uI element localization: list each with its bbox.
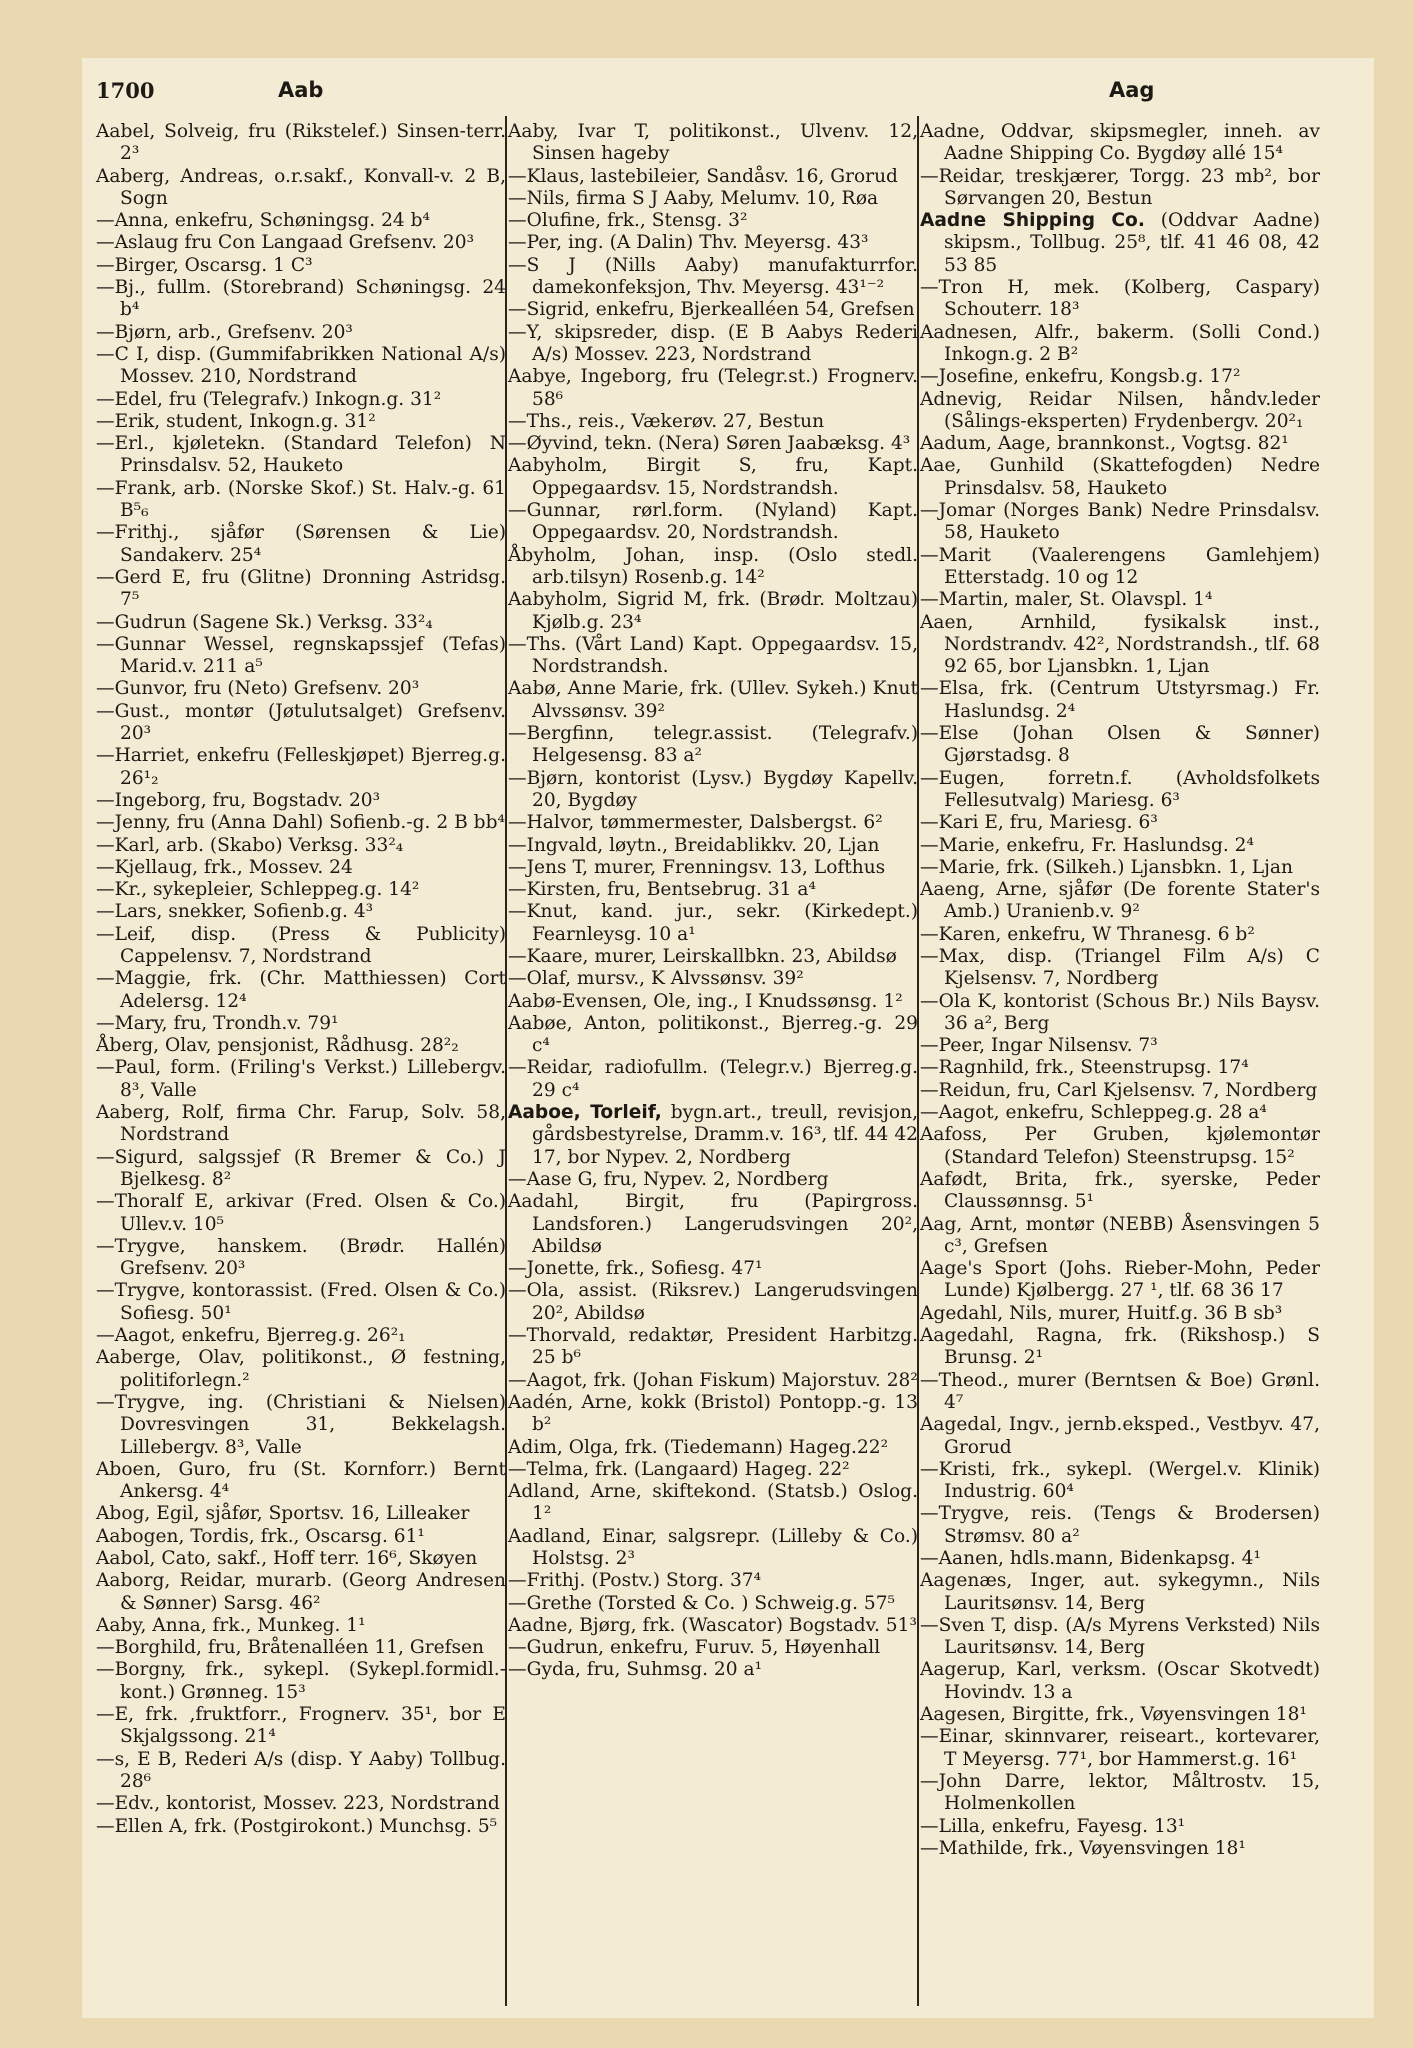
- directory-entry: —Maggie, frk. (Chr. Matthiessen) Cort Adelersg. 12⁴: [96, 968, 506, 1012]
- page-header: [96, 78, 1374, 108]
- directory-entry: —Sven T, disp. (A/s Myrens Verksted) Nils Lauritsønsv. 14, Berg: [920, 1614, 1320, 1659]
- directory-entry: —Karl, arb. (Skabo) Verksg. 33²₄: [96, 834, 404, 856]
- column-2: [508, 121, 918, 1682]
- directory-entry: Adnevig, Reidar Nilsen, håndv.leder (Sålings-eksperten) Frydenbergv. 20²₁: [920, 388, 1320, 432]
- directory-entry: Aabyholm, Birgit S, fru, Kapt. Oppegaardsv. 15, Nordstrandsh.: [508, 455, 918, 499]
- directory-entry: —Else (Johan Olsen & Sønner) Gjørstadsg. 8: [920, 723, 1320, 767]
- directory-entry: —C I, disp. (Gummifabrikken National A/s) Mossev. 210, Nordstrand: [96, 343, 506, 388]
- directory-entry: —Gunnar, rørl.form. (Nyland) Kapt. Oppegaardsv. 20, Nordstrandsh.: [508, 500, 918, 544]
- directory-entry: —Sigrid, enkefru, Bjerkealléen 54, Grefsen: [508, 299, 915, 321]
- directory-entry: —Reidar, treskjærer, Torgg. 23 mb², bor Sørvangen 20, Bestun: [920, 165, 1320, 209]
- directory-entry: —Max, disp. (Triangel Film A/s) C Kjelsensv. 7, Nordberg: [920, 945, 1320, 990]
- directory-entry: Aafødt, Brita, frk., syerske, Peder Claussønnsg. 5¹: [920, 1168, 1320, 1213]
- directory-entry: —Josefine, enkefru, Kongsb.g. 17²: [920, 366, 1241, 388]
- directory-entry: —Kr., sykepleier, Schleppeg.g. 14²: [96, 879, 420, 901]
- directory-entry: Aafoss, Per Gruben, kjølemontør (Standard Telefon) Steenstrupsg. 15²: [920, 1124, 1320, 1168]
- directory-entry: Aaberg, Rolf, firma Chr. Farup, Solv. 58, Nordstrand: [96, 1102, 506, 1146]
- directory-entry: —Per, ing. (A Dalin) Thv. Meyersg. 43³: [508, 232, 869, 254]
- directory-entry: Aaborg, Reidar, murarb. (Georg Andresen & Sønner) Sarsg. 46²: [96, 1570, 506, 1614]
- directory-entry: —Thorvald, redaktør, President Harbitzg. 25 b⁶: [508, 1325, 918, 1369]
- directory-entry: Aadum, Aage, brannkonst., Vogtsg. 82¹: [920, 433, 1289, 455]
- directory-entry: —Gudrun, enkefru, Furuv. 5, Høyenhall: [508, 1637, 881, 1659]
- directory-entry: —Øyvind, tekn. (Nera) Søren Jaabæksg. 4³: [508, 433, 911, 455]
- directory-entry: Aabø, Anne Marie, frk. (Ullev. Sykeh.) Knut Alvssønsv. 39²: [508, 678, 918, 722]
- directory-entry: —Aagot, frk. (Johan Fiskum) Majorstuv. 28²: [508, 1369, 918, 1391]
- directory-entry: —Ingeborg, fru, Bogstadv. 20³: [96, 789, 381, 811]
- directory-entry: —Erik, student, Inkogn.g. 31²: [96, 410, 376, 432]
- directory-entry: —Trygve, ing. (Christiani & Nielsen) Dovresvingen 31, Bekkelagsh. Lillebergv. 8³, Valle: [96, 1391, 506, 1458]
- directory-entry: Aadne, Bjørg, frk. (Wascator) Bogstadv. 51³: [508, 1614, 917, 1636]
- directory-entry: Aadnesen, Alfr., bakerm. (Solli Cond.) Inkogn.g. 2 B²: [920, 321, 1320, 365]
- column-3: [920, 121, 1320, 1860]
- directory-entry: —Einar, skinnvarer, reiseart., kortevarer, T Meyersg. 77¹, bor Hammerst.g. 16¹: [920, 1726, 1320, 1770]
- directory-entry: —Halvor, tømmermester, Dalsbergst. 6²: [508, 812, 883, 834]
- directory-entry: —Marit (Vaalerengens Gamlehjem) Etterstadg. 10 og 12: [920, 544, 1320, 588]
- directory-entry: —Marie, enkefru, Fr. Haslundsg. 2⁴: [920, 834, 1254, 856]
- directory-entry: —Ingvald, løytn., Breidablikkv. 20, Ljan: [508, 834, 880, 856]
- directory-page: [82, 58, 1374, 2018]
- directory-entry: —Elsa, frk. (Centrum Utstyrsmag.) Fr. Haslundsg. 2⁴: [920, 678, 1320, 722]
- directory-entry: Aaberge, Olav, politikonst., Ø festning, politiforlegn.²: [96, 1347, 506, 1391]
- directory-entry: —Bjørn, arb., Grefsenv. 20³: [96, 321, 353, 343]
- firm-name: Aaboe, Torleif,: [508, 1102, 662, 1124]
- directory-entry: Aae, Gunhild (Skattefogden) Nedre Prinsdalsv. 58, Hauketo: [920, 455, 1320, 499]
- directory-entry: —Nils, firma S J Aaby, Melumv. 10, Røa: [508, 187, 879, 209]
- directory-entry: —Aslaug fru Con Langaad Grefsenv. 20³: [96, 232, 475, 254]
- directory-entry: Aaby, Ivar T, politikonst., Ulvenv. 12, Sinsen hageby: [508, 121, 918, 165]
- directory-entry: Aadén, Arne, kokk (Bristol) Pontopp.-g. 13 b²: [508, 1391, 918, 1436]
- directory-entry: Aabø-Evensen, Ole, ing., I Knudssønsg. 1²: [508, 990, 903, 1012]
- directory-entry: Agedahl, Nils, murer, Huitf.g. 36 B sb³: [920, 1302, 1283, 1324]
- directory-entry: Aaeng, Arne, sjåfør (De forente Stater's Amb.) Uranienb.v. 9²: [920, 879, 1320, 923]
- directory-entry: —Harriet, enkefru (Felleskjøpet) Bjerreg.g. 26¹₂: [96, 745, 506, 789]
- directory-entry: —Mathilde, frk., Vøyensvingen 18¹: [920, 1837, 1246, 1859]
- directory-entry: —Sigurd, salgssjef (R Bremer & Co.) J Bjelkesg. 8²: [96, 1146, 506, 1190]
- directory-entry: Aabye, Ingeborg, fru (Telegr.st.) Frognerv. 58⁶: [508, 366, 918, 410]
- firm-name: Aadne Shipping Co.: [920, 210, 1145, 232]
- directory-entry: Aboen, Guro, fru (St. Kornforr.) Bernt Ankersg. 4⁴: [96, 1458, 506, 1503]
- directory-entry: Aadland, Einar, salgsrepr. (Lilleby & Co.) Holstsg. 2³: [508, 1525, 918, 1569]
- directory-entry: —Tron H, mek. (Kolberg, Caspary) Schouterr. 18³: [920, 277, 1320, 321]
- directory-entry: Aabøe, Anton, politikonst., Bjerreg.-g. 29 c⁴: [508, 1012, 918, 1057]
- directory-entry: Aadne, Oddvar, skipsmegler, inneh. av Aadne Shipping Co. Bygdøy allé 15⁴: [920, 121, 1320, 165]
- directory-entry: —Gudrun (Sagene Sk.) Verksg. 33²₄: [96, 611, 433, 633]
- directory-entry: Aadne Shipping Co. (Oddvar Aadne) skipsm., Tollbug. 25⁸, tlf. 41 46 08, 42 53 85: [920, 210, 1320, 276]
- directory-entry: —Aase G, fru, Nypev. 2, Nordberg: [508, 1168, 829, 1190]
- directory-entry: Aag, Arnt, montør (NEBB) Åsensvingen 5 c³, Grefsen: [920, 1213, 1320, 1257]
- directory-entry: Aagerup, Karl, verksm. (Oscar Skotvedt) Hovindv. 13 a: [920, 1659, 1320, 1703]
- directory-entry: —Kari E, fru, Mariesg. 6³: [920, 812, 1158, 834]
- directory-entry: —Ragnhild, frk., Steenstrupsg. 17⁴: [920, 1057, 1249, 1079]
- directory-entry: —Aanen, hdls.mann, Bidenkapsg. 4¹: [920, 1548, 1261, 1569]
- directory-entry: —Erl., kjøletekn. (Standard Telefon) N Prinsdalsv. 52, Hauketo: [96, 433, 506, 477]
- directory-entry: Aagedahl, Ragna, frk. (Rikshosp.) S Brunsg. 2¹: [920, 1325, 1320, 1369]
- directory-entry: —Olufine, frk., Stensg. 3²: [508, 210, 748, 232]
- directory-entry: —Frithj. (Postv.) Storg. 37⁴: [508, 1570, 762, 1592]
- directory-entry: —Jonette, frk., Sofiesg. 47¹: [508, 1258, 763, 1280]
- directory-entry: —Olaf, mursv., K Alvssønsv. 39²: [508, 968, 804, 990]
- directory-entry: Aabogen, Tordis, frk., Oscarsg. 61¹: [96, 1525, 425, 1547]
- directory-entry: Aagenæs, Inger, aut. sykegymn., Nils Lauritsønsv. 14, Berg: [920, 1570, 1320, 1614]
- directory-entry: —Y, skipsreder, disp. (E B Aabys Rederi A/s) Mossev. 223, Nordstrand: [508, 321, 918, 365]
- directory-entry: —Reidun, fru, Carl Kjelsensv. 7, Nordberg: [920, 1079, 1318, 1101]
- directory-entry: Aagesen, Birgitte, frk., Vøyensvingen 18¹: [920, 1704, 1307, 1726]
- directory-entry: —Ola K, kontorist (Schous Br.) Nils Baysv. 36 a², Berg: [920, 990, 1320, 1034]
- directory-entry: —Borghild, fru, Bråtenalléen 11, Grefsen: [96, 1637, 484, 1659]
- directory-entry: —Knut, kand. jur., sekr. (Kirkedept.) Fearnleysg. 10 a¹: [508, 901, 918, 945]
- page-number: 1700: [96, 78, 155, 103]
- directory-entry: —Lars, snekker, Sofienb.g. 4³: [96, 901, 374, 923]
- directory-entry: —Frithj., sjåfør (Sørensen & Lie) Sandakerv. 25⁴: [96, 522, 506, 566]
- directory-entry: Aaen, Arnhild, fysikalsk inst., Nordstrandv. 42², Nordstrandsh., tlf. 68 92 65, bor Ljansbkn. 1, Ljan: [920, 611, 1320, 678]
- directory-entry: —Reidar, radiofullm. (Telegr.v.) Bjerreg.g. 29 c⁴: [508, 1057, 918, 1101]
- directory-entry: Adim, Olga, frk. (Tiedemann) Hageg.22²: [508, 1436, 889, 1458]
- directory-entry: Adland, Arne, skiftekond. (Statsb.) Oslog. 1²: [508, 1481, 918, 1525]
- directory-entry: Aaboe, Torleif, bygn.art., treull, revisjon, gårdsbestyrelse, Dramm.v. 16³, tlf. 44 42 17, bor Nypev. 2, Nordberg: [508, 1102, 918, 1168]
- right-guide-word: Aag: [1109, 78, 1155, 102]
- directory-entry: —Paul, form. (Friling's Verkst.) Lillebergv. 8³, Valle: [96, 1057, 506, 1101]
- directory-entry: —S J (Nills Aaby) manufakturrfor. damekonfeksjon, Thv. Meyersg. 43¹⁻²: [508, 254, 918, 299]
- directory-entry: —Trygve, reis. (Tengs & Brodersen) Strømsv. 80 a²: [920, 1503, 1320, 1547]
- directory-entry: Aaby, Anna, frk., Munkeg. 1¹: [96, 1614, 366, 1636]
- directory-entry: —Gust., montør (Jøtulutsalget) Grefsenv. 20³: [96, 700, 506, 745]
- directory-entry: —Thoralf E, arkivar (Fred. Olsen & Co.) Ullev.v. 10⁵: [96, 1191, 506, 1235]
- directory-entry: —Edv., kontorist, Mossev. 223, Nordstrand: [96, 1793, 500, 1815]
- directory-entry: —Mary, fru, Trondh.v. 79¹: [96, 1012, 339, 1034]
- directory-entry: —Klaus, lastebileier, Sandåsv. 16, Grorud: [508, 165, 898, 187]
- directory-entry: —Bj., fullm. (Storebrand) Schøningsg. 24 b⁴: [96, 277, 506, 321]
- directory-entry: —Edel, fru (Telegrafv.) Inkogn.g. 31²: [96, 388, 442, 410]
- column-1: [96, 121, 506, 1838]
- directory-entry: —Bergfinn, telegr.assist. (Telegrafv.) Helgesensg. 83 a²: [508, 723, 918, 767]
- directory-entry: —Kjellaug, frk., Mossev. 24: [96, 856, 353, 878]
- directory-entry: —Karen, enkefru, W Thranesg. 6 b²: [920, 923, 1255, 945]
- directory-entry: —Ellen A, frk. (Postgirokont.) Munchsg. 5⁵: [96, 1815, 498, 1837]
- directory-entry: —Aagot, enkefru, Bjerreg.g. 26²₁: [96, 1325, 406, 1347]
- directory-entry: —Aagot, enkefru, Schleppeg.g. 28 a⁴: [920, 1102, 1267, 1124]
- directory-entry: —Leif, disp. (Press & Publicity) Cappelensv. 7, Nordstrand: [96, 923, 506, 967]
- directory-entry: —Gunnar Wessel, regnskapssjef (Tefas) Marid.v. 211 a⁵: [96, 633, 506, 678]
- directory-entry: —Kristi, frk., sykepl. (Wergel.v. Klinik) Industrig. 60⁴: [920, 1458, 1320, 1503]
- directory-entry: —Jomar (Norges Bank) Nedre Prinsdalsv. 58, Hauketo: [920, 500, 1320, 544]
- directory-entry: —Frank, arb. (Norske Skof.) St. Halv.-g. 61 B⁵₆: [96, 477, 506, 522]
- directory-entry: —Trygve, hanskem. (Brødr. Hallén) Grefsenv. 20³: [96, 1235, 506, 1280]
- directory-entry: —Kaare, murer, Leirskallbkn. 23, Abildsø: [508, 945, 897, 967]
- directory-entry: —Gerd E, fru (Glitne) Dronning Astridsg. 7⁵: [96, 566, 506, 611]
- left-guide-word: Aab: [278, 78, 324, 102]
- directory-entry: —Anna, enkefru, Schøningsg. 24 b⁴: [96, 210, 431, 232]
- directory-entry: —Kirsten, fru, Bentsebrug. 31 a⁴: [508, 879, 816, 901]
- directory-entry: —Gunvor, fru (Neto) Grefsenv. 20³: [96, 678, 420, 700]
- directory-entry: Aage's Sport (Johs. Rieber-Mohn, Peder Lunde) Kjølbergg. 27 ¹, tlf. 68 36 17: [920, 1258, 1320, 1302]
- directory-entry: —Birger, Oscarsg. 1 C³: [96, 254, 313, 276]
- directory-entry: Abog, Egil, sjåfør, Sportsv. 16, Lilleaker: [96, 1503, 470, 1525]
- directory-entry: —Ola, assist. (Riksrev.) Langerudsvingen 20², Abildsø: [508, 1280, 918, 1324]
- directory-entry: Aagedal, Ingv., jernb.eksped., Vestbyv. 47, Grorud: [920, 1414, 1320, 1458]
- directory-entry: —Martin, maler, St. Olavspl. 1⁴: [920, 589, 1213, 611]
- directory-entry: —Ths. (Vårt Land) Kapt. Oppegaardsv. 15, Nordstrandsh.: [508, 633, 918, 678]
- directory-entry: —E, frk. ,fruktforr., Frognerv. 35¹, bor E Skjalgssong. 21⁴: [96, 1704, 506, 1748]
- directory-entry: Aabyholm, Sigrid M, frk. (Brødr. Moltzau) Kjølb.g. 23⁴: [508, 589, 918, 633]
- directory-entry: Aabol, Cato, sakf., Hoff terr. 16⁶, Skøyen: [96, 1548, 478, 1569]
- directory-entry: Åberg, Olav, pensjonist, Rådhusg. 28²₂: [96, 1035, 459, 1057]
- directory-entry: —Ths., reis., Vækerøv. 27, Bestun: [508, 410, 825, 432]
- directory-entry: —Telma, frk. (Langaard) Hageg. 22²: [508, 1458, 850, 1480]
- directory-entry: —John Darre, lektor, Måltrostv. 15, Holmenkollen: [920, 1770, 1320, 1815]
- directory-entry: —Marie, frk. (Silkeh.) Ljansbkn. 1, Ljan: [920, 856, 1293, 878]
- directory-entry: —Peer, Ingar Nilsensv. 7³: [920, 1035, 1158, 1057]
- directory-entry: —Borgny, frk., sykepl. (Sykepl.formidl.-kont.) Grønneg. 15³: [96, 1659, 506, 1703]
- directory-entry: —Gyda, fru, Suhmsg. 20 a¹: [508, 1659, 763, 1681]
- directory-entry: —Jenny, fru (Anna Dahl) Sofienb.-g. 2 B bb⁴: [96, 812, 505, 834]
- directory-entry: Åbyholm, Johan, insp. (Oslo stedl. arb.tilsyn) Rosenb.g. 14²: [508, 544, 918, 588]
- directory-entry: —Trygve, kontorassist. (Fred. Olsen & Co.) Sofiesg. 50¹: [96, 1280, 506, 1324]
- directory-entry: —Lilla, enkefru, Fayesg. 13¹: [920, 1815, 1186, 1837]
- directory-entry: Aadahl, Birgit, fru (Papirgross. Landsforen.) Langerudsvingen 20², Abildsø: [508, 1191, 918, 1257]
- directory-entry: —Bjørn, kontorist (Lysv.) Bygdøy Kapellv. 20, Bygdøy: [508, 767, 918, 811]
- directory-entry: Aaberg, Andreas, o.r.sakf., Konvall-v. 2 B, Sogn: [96, 165, 506, 209]
- directory-entry: —Grethe (Torsted & Co. ) Schweig.g. 57⁵: [508, 1592, 896, 1614]
- directory-entry: —s, E B, Rederi A/s (disp. Y Aaby) Tollbug. 28⁶: [96, 1748, 506, 1792]
- directory-entry: —Theod., murer (Berntsen & Boe) Grønl. 4⁷: [920, 1369, 1320, 1413]
- directory-entry: Aabel, Solveig, fru (Rikstelef.) Sinsen-terr. 2³: [96, 121, 506, 165]
- directory-entry: —Jens T, murer, Frenningsv. 13, Lofthus: [508, 856, 886, 878]
- directory-entry: —Eugen, forretn.f. (Avholdsfolkets Fellesutvalg) Mariesg. 6³: [920, 767, 1320, 811]
